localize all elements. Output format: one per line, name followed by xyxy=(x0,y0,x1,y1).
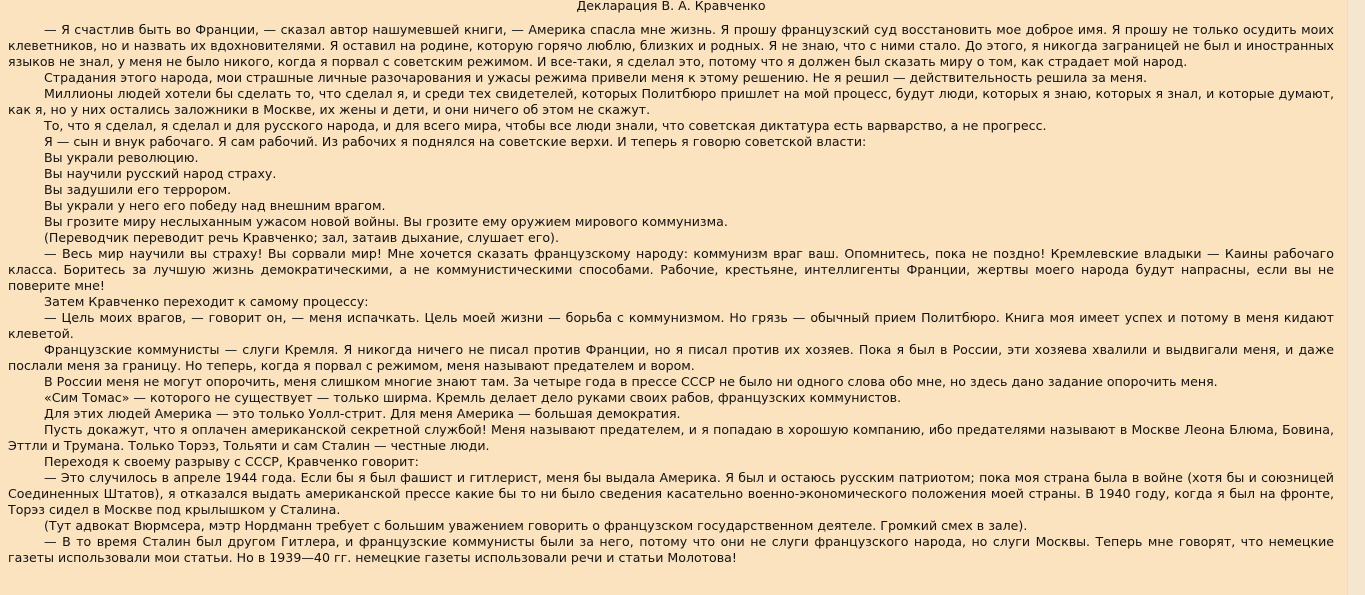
paragraph: Затем Кравченко переходит к самому процессу: xyxy=(44,294,369,309)
paragraph: — Весь мир научили вы страху! Вы сорвали мир! Мне хочется сказать французскому народу: коммунизм враг ваш. Опомнитесь, пока не поздно! Кремлевские владыки — Каины рабочаго класса. Боритесь за лучшую жизнь демократическими, а не коммунистическими способами. Рабочие, крестьяне, интеллигенты Франции, жертвы моего народа будут напрасны, если вы не поверите мне! xyxy=(8,246,1334,293)
document-body xyxy=(8,0,1334,566)
paragraph: Для этих людей Америка — это только Уолл-стрит. Для меня Америка — большая демократия. xyxy=(44,406,681,421)
paragraph: Миллионы людей хотели бы сделать то, что сделал я, и среди тех свидетелей, которых Политбюро пришлет на мой процесс, будут люди, которых я знаю, которых я знал, и которые думают, как я, но у них остались заложники в Москве, их жены и дети, и они ничего об этом не скажут. xyxy=(8,86,1334,117)
paragraph: (Переводчик переводит речь Кравченко; зал, затаив дыхание, слушает его). xyxy=(44,230,559,245)
paragraph: Вы грозите миру неслыханным ужасом новой войны. Вы грозите ему оружием мирового коммунизма. xyxy=(44,214,728,229)
paragraph: — Это случилось в апреле 1944 года. Если бы я был фашист и гитлерист, меня бы выдала Америка. Я был и остаюсь русским патриотом; пока моя страна была в войне (хотя бы и союзницей Соединенных Штатов), я отказался выдать американской прессе какие бы то ни было сведения касательно военно-экономического положения моей страны. В 1940 году, когда я был на фронте, Торэз сидел в Москве под крылышком у Сталина. xyxy=(8,470,1334,517)
paragraph: Пусть докажут, что я оплачен американской секретной службой! Меня называют предателем, и я попадаю в хорошую компанию, ибо предателями называют в Москве Леона Блюма, Бовина, Эттли и Трумана. Только Торэз, Тольяти и сам Сталин — честные люди. xyxy=(8,422,1334,453)
paragraph: — Я счастлив быть во Франции, — сказал автор нашумевшей книги, — Америка спасла мне жизнь. Я прошу французский суд восстановить мое доброе имя. Я прошу не только осудить моих клеветников, но и назвать их вдохновителями. Я оставил на родине, которую горячо люблю, близких и родных. Я не знаю, что с ними стало. До этого, я никогда заграницей не был и иностранных языков не знал, у меня не было никого, когда я порвал с советским режимом. И все-таки, я сделал это, потому что я должен был сказать миру о том, как страдает мой народ. xyxy=(8,22,1334,69)
paragraph: Французские коммунисты — слуги Кремля. Я никогда ничего не писал против Франции, но я писал против их хозяев. Пока я был в России, эти хозяева хвалили и выдвигали меня, и даже послали меня за границу. Но теперь, когда я порвал с режимом, меня называют предателем и вором. xyxy=(8,342,1334,373)
paragraph: Вы задушили его террором. xyxy=(44,182,232,197)
paragraph: Я — сын и внук рабочаго. Я сам рабочий. Из рабочих я поднялся на советские верхи. И теперь я говорю советской власти: xyxy=(44,134,867,149)
paragraph: Страдания этого народа, мои страшные личные разочарования и ужасы режима привели меня к этому решению. Не я решил — действительность решила за меня. xyxy=(44,70,1147,85)
paragraph: «Сим Томас» — которого не существует — только ширма. Кремль делает дело руками своих рабов, французских коммунистов. xyxy=(44,390,902,405)
paragraph: Вы украли у него его победу над внешним врагом. xyxy=(44,198,386,213)
paragraph: То, что я сделал, я сделал и для русского народа, и для всего мира, чтобы все люди знали, что советская диктатура есть варварство, а не прогресс. xyxy=(44,118,1047,133)
paragraph: — Цель моих врагов, — говорит он, — меня испачкать. Цель моей жизни — борьба с коммунизмом. Но грязь — обычный прием Политбюро. Книга моя имеет успех и потому в меня кидают клеветой. xyxy=(8,310,1334,341)
scrollbar-track[interactable] xyxy=(1347,0,1365,595)
document-title: Декларация В. А. Кравченко xyxy=(576,0,766,13)
paragraph: Переходя к своему разрыву с СССР, Кравченко говорит: xyxy=(44,454,419,469)
paragraph: Вы украли революцию. xyxy=(44,150,199,165)
paragraph: В России меня не могут опорочить, меня слишком многие знают там. За четыре года в прессе СССР не было ни одного слова обо мне, но здесь дано задание опорочить меня. xyxy=(44,374,1218,389)
paragraph: (Тут адвокат Вюрмсера, мэтр Нордманн требует с большим уважением говорить о французском государственном деятеле. Громкий смех в зале). xyxy=(44,518,1028,533)
paragraph: Вы научили русский народ страху. xyxy=(44,166,277,181)
paragraph: — В то время Сталин был другом Гитлера, и французские коммунисты были за него, потому что они не слуги французского народа, но слуги Москвы. Теперь мне говорят, что немецкие газеты использовали мои статьи. Но в 1939—40 гг. немецкие газеты использовали речи и статьи Молотова! xyxy=(8,534,1334,565)
